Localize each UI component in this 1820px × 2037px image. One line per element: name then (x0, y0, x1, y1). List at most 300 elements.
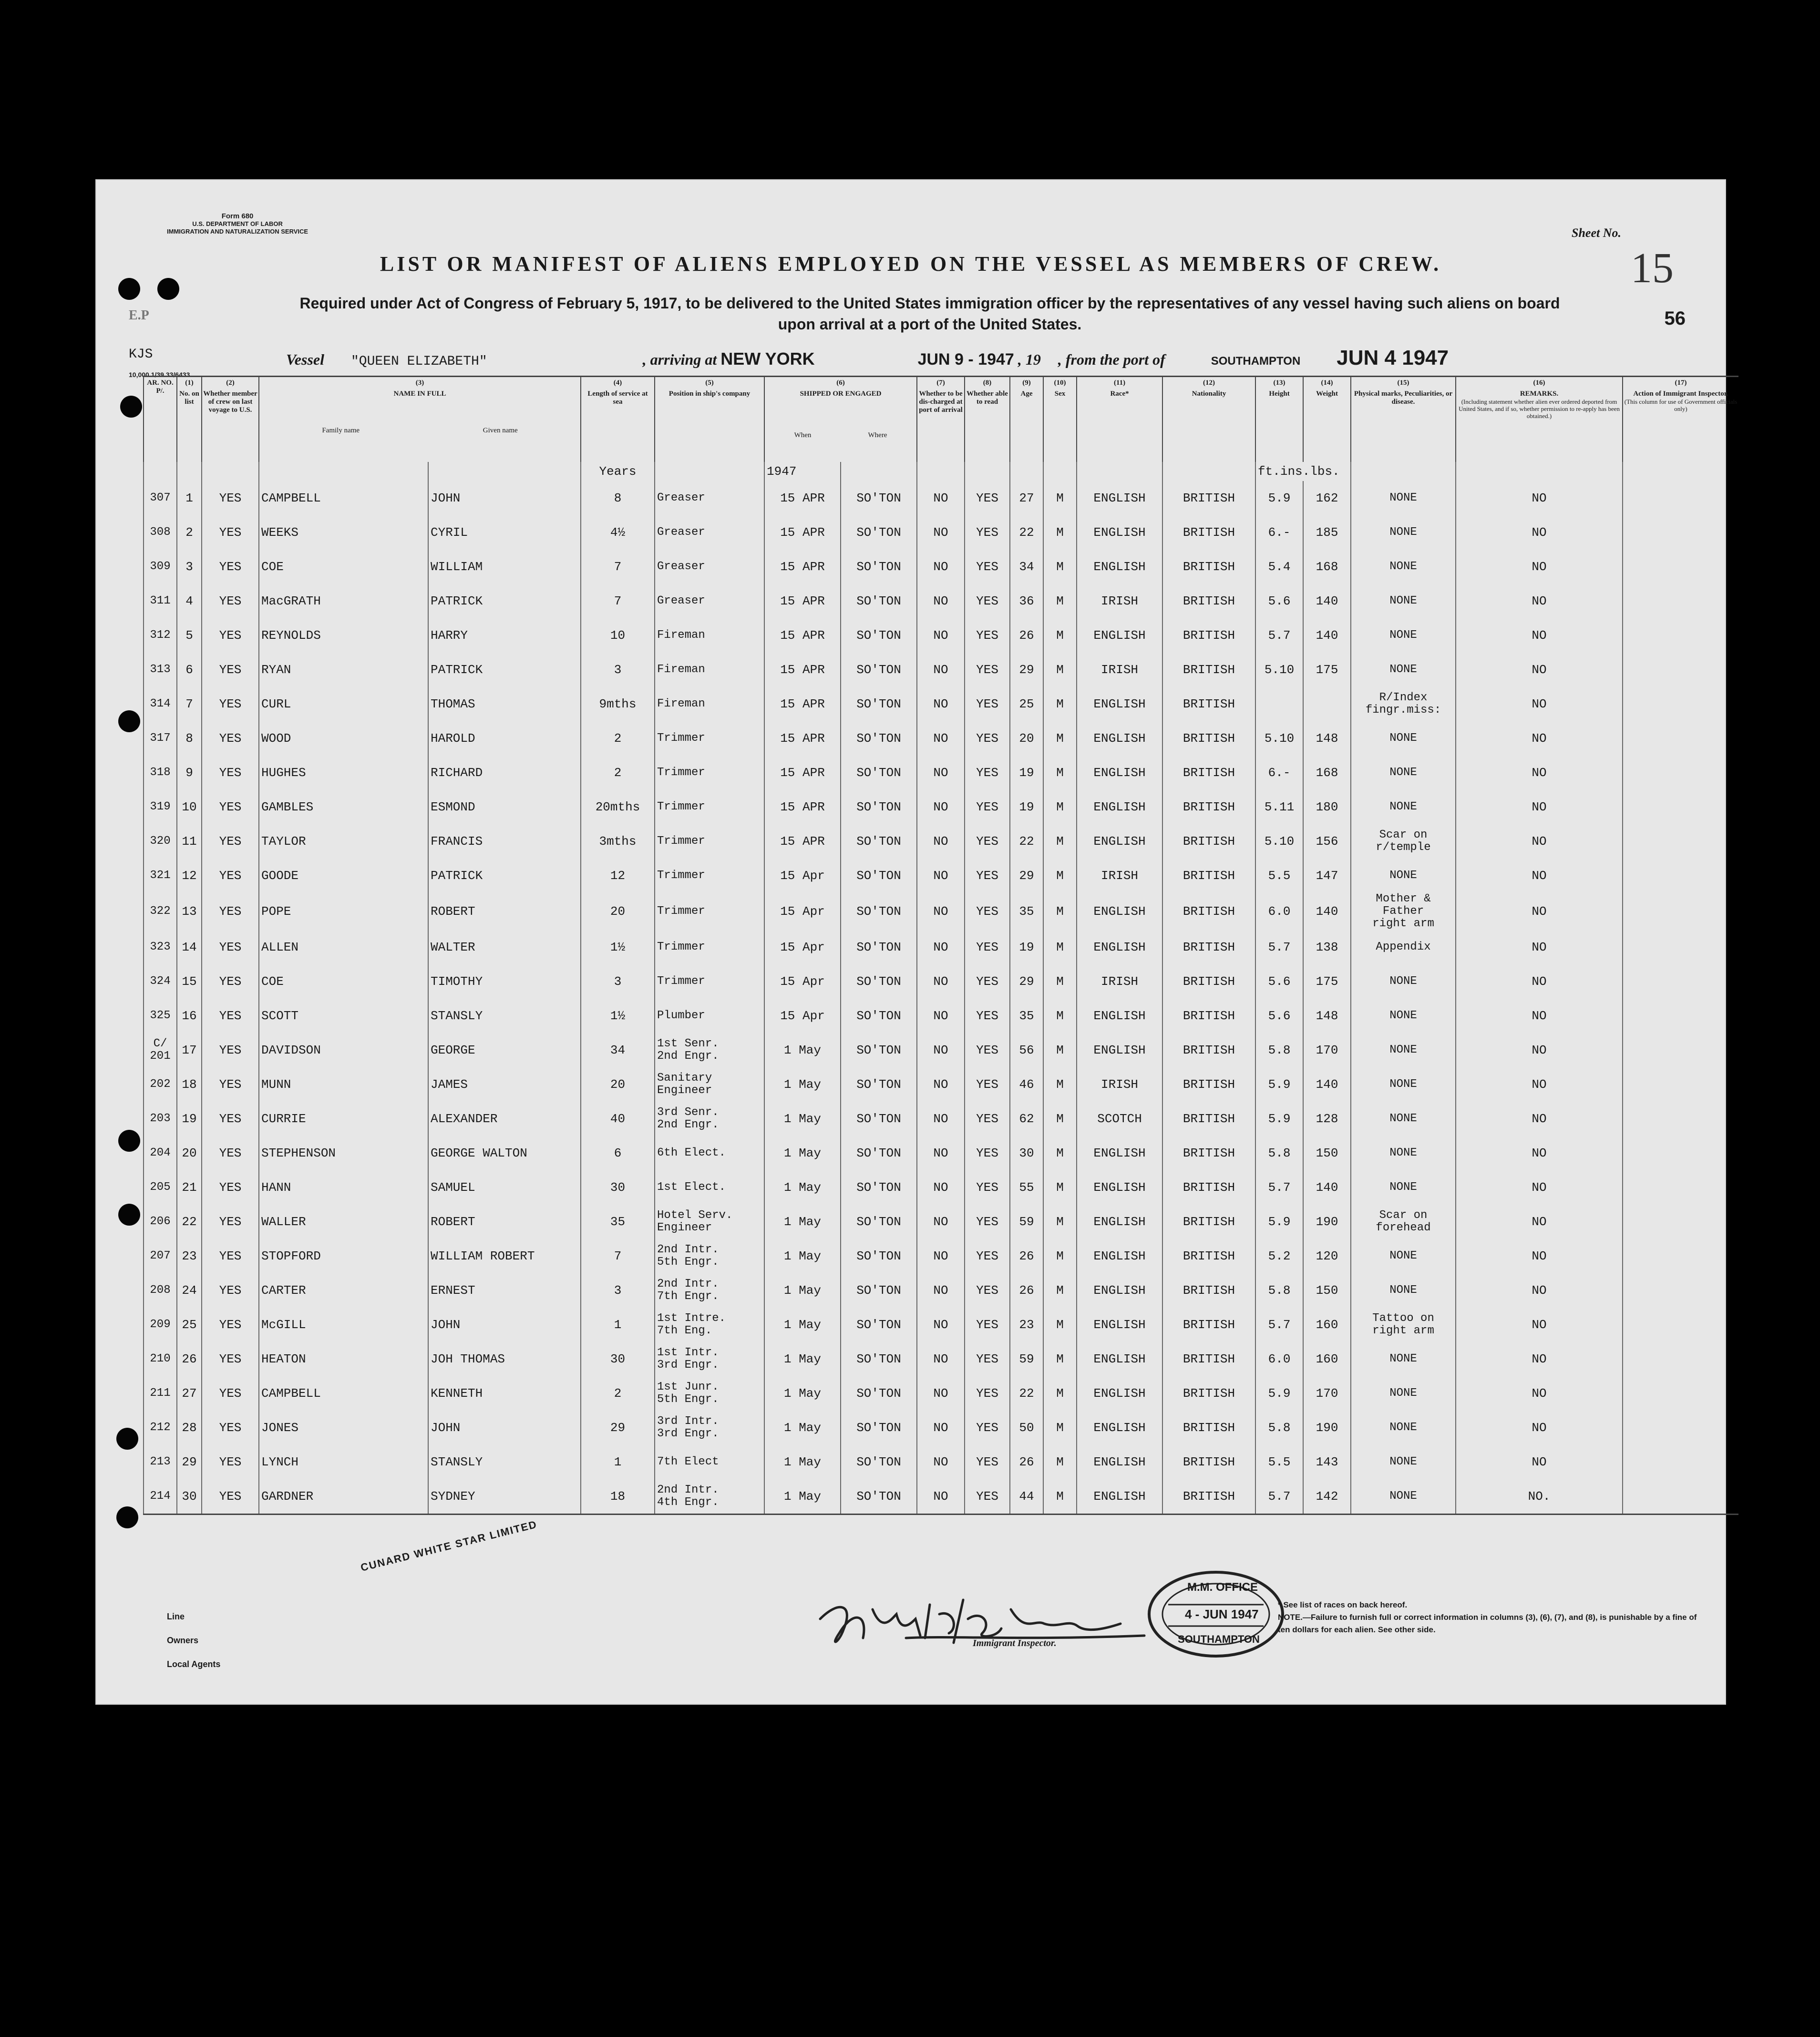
cell-shipped-where: SO'TON (841, 721, 917, 756)
cell-remarks: NO (1456, 550, 1623, 584)
cell-shipped-where: SO'TON (841, 1205, 917, 1239)
cell-shipped-when: 15 APR (764, 721, 841, 756)
cell-remarks: NO (1456, 618, 1623, 653)
cell-crew-last-voyage: YES (202, 1067, 259, 1102)
table-row (144, 999, 1738, 1033)
from-label: , from the port of (1058, 351, 1165, 368)
cell-inspector-action (1623, 687, 1738, 721)
cell-able-read: YES (965, 584, 1010, 618)
cell-race: ENGLISH (1077, 1239, 1162, 1273)
cell-weight: 140 (1303, 893, 1351, 930)
cell-able-read: YES (965, 1342, 1010, 1376)
cell-list-number: 24 (177, 1273, 202, 1308)
cell-given-name: THOMAS (428, 687, 581, 721)
cell-ar-number: 212 (144, 1411, 177, 1445)
service-name: IMMIGRATION AND NATURALIZATION SERVICE (167, 228, 308, 235)
cell-remarks: NO (1456, 515, 1623, 550)
cell-service-length: 3mths (581, 824, 655, 859)
cell-given-name: GEORGE (428, 1033, 581, 1067)
cell-remarks: NO (1456, 1205, 1623, 1239)
cell-crew-last-voyage: YES (202, 721, 259, 756)
cell-inspector-action (1623, 1102, 1738, 1136)
cell-service-length: 18 (581, 1479, 655, 1515)
cell-remarks: NO (1456, 721, 1623, 756)
year-label: , 19 (1018, 351, 1041, 368)
cell-inspector-action (1623, 1067, 1738, 1102)
cell-list-number: 6 (177, 653, 202, 687)
cell-given-name: HAROLD (428, 721, 581, 756)
cell-list-number: 7 (177, 687, 202, 721)
cell-remarks: NO (1456, 1273, 1623, 1308)
cell-ar-number: 324 (144, 964, 177, 999)
cell-shipped-where: SO'TON (841, 481, 917, 515)
cell-discharged: NO (917, 687, 965, 721)
cell-remarks: NO. (1456, 1479, 1623, 1515)
cell-remarks: NO (1456, 584, 1623, 618)
cell-nationality: BRITISH (1162, 515, 1255, 550)
cell-nationality: BRITISH (1162, 1411, 1255, 1445)
line-label: Line (167, 1612, 185, 1621)
cell-discharged: NO (917, 756, 965, 790)
cell-family-name: SCOTT (259, 999, 428, 1033)
cell-race: ENGLISH (1077, 999, 1162, 1033)
cell-family-name: DAVIDSON (259, 1033, 428, 1067)
cell-age: 62 (1010, 1102, 1043, 1136)
cell-sex: M (1043, 1205, 1077, 1239)
cell-weight: 160 (1303, 1308, 1351, 1342)
cell-discharged: NO (917, 790, 965, 824)
table-row (144, 1102, 1738, 1136)
cell-remarks: NO (1456, 790, 1623, 824)
cell-position: 1st Intr. 3rd Engr. (655, 1342, 764, 1376)
cell-able-read: YES (965, 1411, 1010, 1445)
cell-sex: M (1043, 1342, 1077, 1376)
col-family-name: Family name (322, 427, 360, 434)
cell-crew-last-voyage: YES (202, 1033, 259, 1067)
cell-family-name: REYNOLDS (259, 618, 428, 653)
cell-position: 1st Elect. (655, 1170, 764, 1205)
cell-family-name: WOOD (259, 721, 428, 756)
cell-given-name: JOHN (428, 1308, 581, 1342)
cell-able-read: YES (965, 1067, 1010, 1102)
cell-weight: 140 (1303, 1170, 1351, 1205)
manifest-body (144, 462, 1738, 1515)
cell-shipped-when: 15 APR (764, 687, 841, 721)
cell-ar-number: 210 (144, 1342, 177, 1376)
cell-list-number: 5 (177, 618, 202, 653)
cell-remarks: NO (1456, 1411, 1623, 1445)
table-row (144, 1067, 1738, 1102)
cell-nationality: BRITISH (1162, 930, 1255, 964)
cell-list-number: 23 (177, 1239, 202, 1273)
cell-height: 5.8 (1255, 1136, 1303, 1170)
cell-discharged: NO (917, 721, 965, 756)
cell-discharged: NO (917, 1273, 965, 1308)
cell-able-read: YES (965, 756, 1010, 790)
cell-position: Plumber (655, 999, 764, 1033)
cell-inspector-action (1623, 790, 1738, 824)
cell-position: Trimmer (655, 964, 764, 999)
cell-shipped-where: SO'TON (841, 964, 917, 999)
cell-crew-last-voyage: YES (202, 515, 259, 550)
cell-position: Greaser (655, 481, 764, 515)
table-row (144, 1376, 1738, 1411)
cell-family-name: HANN (259, 1170, 428, 1205)
cell-shipped-when: 15 Apr (764, 999, 841, 1033)
cell-crew-last-voyage: YES (202, 1239, 259, 1273)
cell-position: 2nd Intr. 4th Engr. (655, 1479, 764, 1515)
cell-position: 7th Elect (655, 1445, 764, 1479)
col-able-read: (8) Whether able to read (965, 377, 1010, 462)
cell-shipped-where: SO'TON (841, 653, 917, 687)
cell-shipped-where: SO'TON (841, 687, 917, 721)
cell-family-name: WEEKS (259, 515, 428, 550)
cell-race: IRISH (1077, 964, 1162, 999)
cell-race: ENGLISH (1077, 756, 1162, 790)
cell-position: Trimmer (655, 859, 764, 893)
table-row (144, 1136, 1738, 1170)
cell-service-length: 2 (581, 1376, 655, 1411)
cell-race: ENGLISH (1077, 1205, 1162, 1239)
cell-race: ENGLISH (1077, 618, 1162, 653)
cell-sex: M (1043, 1479, 1077, 1515)
cell-list-number: 21 (177, 1170, 202, 1205)
cell-race: ENGLISH (1077, 790, 1162, 824)
cell-crew-last-voyage: YES (202, 1102, 259, 1136)
cell-race: IRISH (1077, 653, 1162, 687)
cell-physical-marks: NONE (1351, 999, 1456, 1033)
cell-ar-number: 319 (144, 790, 177, 824)
cell-sex: M (1043, 859, 1077, 893)
cell-given-name: TIMOTHY (428, 964, 581, 999)
cell-able-read: YES (965, 653, 1010, 687)
cell-remarks: NO (1456, 930, 1623, 964)
cell-position: Trimmer (655, 824, 764, 859)
cell-able-read: YES (965, 824, 1010, 859)
table-row (144, 1170, 1738, 1205)
cell-shipped-when: 15 APR (764, 824, 841, 859)
race-note: * See list of races on back hereof. (1278, 1600, 1408, 1609)
cell-family-name: GAMBLES (259, 790, 428, 824)
cell-physical-marks: NONE (1351, 550, 1456, 584)
cell-shipped-when: 15 APR (764, 618, 841, 653)
cell-shipped-when: 1 May (764, 1136, 841, 1170)
cell-ar-number: 318 (144, 756, 177, 790)
cell-physical-marks: NONE (1351, 1445, 1456, 1479)
cell-sex: M (1043, 999, 1077, 1033)
cell-shipped-when: 1 May (764, 1033, 841, 1067)
cell-inspector-action (1623, 1411, 1738, 1445)
cell-service-length: 4½ (581, 515, 655, 550)
cell-remarks: NO (1456, 1239, 1623, 1273)
cell-nationality: BRITISH (1162, 1239, 1255, 1273)
cell-position: Fireman (655, 618, 764, 653)
cell-service-length: 3 (581, 1273, 655, 1308)
cell-physical-marks: NONE (1351, 1239, 1456, 1273)
cell-shipped-where: SO'TON (841, 790, 917, 824)
cell-discharged: NO (917, 964, 965, 999)
cell-age: 30 (1010, 1136, 1043, 1170)
cell-list-number: 26 (177, 1342, 202, 1376)
col-length-service: (4) Length of service at sea (581, 377, 655, 462)
cell-given-name: SAMUEL (428, 1170, 581, 1205)
cell-ar-number: 214 (144, 1479, 177, 1515)
cell-family-name: CURRIE (259, 1102, 428, 1136)
cell-able-read: YES (965, 1445, 1010, 1479)
table-row (144, 930, 1738, 964)
cell-service-length: 35 (581, 1205, 655, 1239)
cell-weight (1303, 687, 1351, 721)
cell-shipped-where: SO'TON (841, 618, 917, 653)
cell-nationality: BRITISH (1162, 687, 1255, 721)
cell-family-name: POPE (259, 893, 428, 930)
cell-discharged: NO (917, 1239, 965, 1273)
cell-sex: M (1043, 1170, 1077, 1205)
cell-race: ENGLISH (1077, 1033, 1162, 1067)
cell-able-read: YES (965, 721, 1010, 756)
footer-notes (1278, 1599, 1707, 1636)
cell-inspector-action (1623, 618, 1738, 653)
cell-inspector-action (1623, 721, 1738, 756)
cell-ar-number: 309 (144, 550, 177, 584)
cell-able-read: YES (965, 1479, 1010, 1515)
table-row (144, 618, 1738, 653)
cell-height: 5.8 (1255, 1273, 1303, 1308)
cell-weight: 180 (1303, 790, 1351, 824)
cell-remarks: NO (1456, 1102, 1623, 1136)
stamp-date: 4 - JUN 1947 (1185, 1607, 1259, 1621)
cell-age: 35 (1010, 999, 1043, 1033)
cell-remarks: NO (1456, 1376, 1623, 1411)
cell-shipped-when: 15 APR (764, 515, 841, 550)
col-crew-last-voyage: (2) Whether member of crew on last voyage to U.S. (202, 377, 259, 462)
cell-service-length: 7 (581, 1239, 655, 1273)
cell-sex: M (1043, 1273, 1077, 1308)
cell-service-length: 20mths (581, 790, 655, 824)
cell-ar-number: 207 (144, 1239, 177, 1273)
cell-shipped-where: SO'TON (841, 824, 917, 859)
cell-weight: 143 (1303, 1445, 1351, 1479)
cell-physical-marks: NONE (1351, 790, 1456, 824)
sheet-number: 15 (1631, 245, 1674, 292)
cell-physical-marks: NONE (1351, 481, 1456, 515)
cell-discharged: NO (917, 1445, 965, 1479)
col-name-in-full: (3) NAME IN FULL Family name Given name (259, 377, 581, 462)
cell-race: ENGLISH (1077, 1273, 1162, 1308)
page-title: LIST OR MANIFEST OF ALIENS EMPLOYED ON THE VESSEL AS MEMBERS OF CREW. (380, 252, 1442, 276)
table-row (144, 721, 1738, 756)
cell-list-number: 28 (177, 1411, 202, 1445)
cell-remarks: NO (1456, 1067, 1623, 1102)
col-height: (13) Height (1255, 377, 1303, 462)
cell-crew-last-voyage: YES (202, 1205, 259, 1239)
cell-service-length: 30 (581, 1170, 655, 1205)
cell-height: 5.9 (1255, 1067, 1303, 1102)
cell-list-number: 14 (177, 930, 202, 964)
manifest-sheet (95, 179, 1738, 1705)
punch-hole-icon (118, 278, 140, 300)
cell-family-name: WALLER (259, 1205, 428, 1239)
col-weight: (14) Weight (1303, 377, 1351, 462)
cell-service-length: 9mths (581, 687, 655, 721)
departure-date-stamp: JUN 4 1947 (1337, 346, 1449, 369)
cell-crew-last-voyage: YES (202, 859, 259, 893)
cell-position: Greaser (655, 550, 764, 584)
remarks-note: (Including statement whether alien ever ordered deported from United States, and if so, whether permission to re-apply has been obtained.) (1459, 398, 1620, 420)
cell-shipped-when: 1 May (764, 1308, 841, 1342)
cell-sex: M (1043, 1445, 1077, 1479)
cell-nationality: BRITISH (1162, 1136, 1255, 1170)
cell-physical-marks: NONE (1351, 1411, 1456, 1445)
cell-nationality: BRITISH (1162, 721, 1255, 756)
cell-shipped-when: 15 APR (764, 481, 841, 515)
col-physical-marks: (15) Physical marks, Peculiarities, or disease. (1351, 377, 1456, 462)
cell-shipped-where: SO'TON (841, 1342, 917, 1376)
cell-height: 5.2 (1255, 1239, 1303, 1273)
cell-sex: M (1043, 930, 1077, 964)
cell-weight: 138 (1303, 930, 1351, 964)
cell-ar-number: 313 (144, 653, 177, 687)
cell-ar-number: 213 (144, 1445, 177, 1479)
cell-weight: 140 (1303, 618, 1351, 653)
cell-position: 1st Senr. 2nd Engr. (655, 1033, 764, 1067)
cell-shipped-where: SO'TON (841, 550, 917, 584)
cell-physical-marks: NONE (1351, 1067, 1456, 1102)
cell-able-read: YES (965, 999, 1010, 1033)
arriving-label: , arriving at (642, 351, 717, 368)
table-row (144, 481, 1738, 515)
col-nationality: (12) Nationality (1162, 377, 1255, 462)
cell-age: 19 (1010, 756, 1043, 790)
cell-sex: M (1043, 1411, 1077, 1445)
cell-remarks: NO (1456, 1136, 1623, 1170)
table-row (144, 687, 1738, 721)
table-row (144, 1411, 1738, 1445)
cell-given-name: JAMES (428, 1067, 581, 1102)
cell-able-read: YES (965, 1170, 1010, 1205)
cell-age: 22 (1010, 515, 1043, 550)
cell-weight: 148 (1303, 721, 1351, 756)
cell-discharged: NO (917, 653, 965, 687)
unit-year: 1947 (764, 462, 841, 481)
cell-nationality: BRITISH (1162, 1205, 1255, 1239)
form-identifier (167, 213, 308, 235)
cell-height: 5.10 (1255, 824, 1303, 859)
cell-nationality: BRITISH (1162, 1308, 1255, 1342)
cell-family-name: COE (259, 964, 428, 999)
cell-crew-last-voyage: YES (202, 1445, 259, 1479)
cell-position: 6th Elect. (655, 1136, 764, 1170)
cell-shipped-when: 15 APR (764, 584, 841, 618)
cell-weight: 170 (1303, 1033, 1351, 1067)
cell-crew-last-voyage: YES (202, 1273, 259, 1308)
cell-able-read: YES (965, 1239, 1010, 1273)
cell-age: 26 (1010, 1273, 1043, 1308)
cell-shipped-when: 1 May (764, 1411, 841, 1445)
arrival-date-stamp: JUN 9 - 1947 (917, 350, 1014, 369)
cell-able-read: YES (965, 964, 1010, 999)
arriving-port: NEW YORK (720, 349, 815, 369)
cell-inspector-action (1623, 1445, 1738, 1479)
cell-inspector-action (1623, 1033, 1738, 1067)
col-discharged: (7) Whether to be dis-charged at port of arrival (917, 377, 965, 462)
table-row (144, 1308, 1738, 1342)
cell-physical-marks: NONE (1351, 1376, 1456, 1411)
cell-service-length: 20 (581, 1067, 655, 1102)
cell-race: ENGLISH (1077, 1445, 1162, 1479)
cell-list-number: 30 (177, 1479, 202, 1515)
table-row (144, 1445, 1738, 1479)
cell-height: 5.4 (1255, 550, 1303, 584)
cell-discharged: NO (917, 550, 965, 584)
cell-given-name: WILLIAM ROBERT (428, 1239, 581, 1273)
cell-service-length: 20 (581, 893, 655, 930)
cell-ar-number: 204 (144, 1136, 177, 1170)
cell-remarks: NO (1456, 824, 1623, 859)
cell-discharged: NO (917, 1033, 965, 1067)
cell-crew-last-voyage: YES (202, 618, 259, 653)
sheet-label: Sheet No. (1572, 226, 1621, 240)
cell-service-length: 8 (581, 481, 655, 515)
cell-age: 55 (1010, 1170, 1043, 1205)
cell-sex: M (1043, 1136, 1077, 1170)
cell-nationality: BRITISH (1162, 964, 1255, 999)
cell-crew-last-voyage: YES (202, 964, 259, 999)
cell-physical-marks: NONE (1351, 1102, 1456, 1136)
cell-shipped-where: SO'TON (841, 1411, 917, 1445)
cell-height: 6.- (1255, 515, 1303, 550)
cell-position: Greaser (655, 515, 764, 550)
cell-family-name: TAYLOR (259, 824, 428, 859)
cell-service-length: 1 (581, 1308, 655, 1342)
cell-sex: M (1043, 1308, 1077, 1342)
vessel-name: "QUEEN ELIZABETH" (351, 354, 487, 369)
cell-service-length: 1 (581, 1445, 655, 1479)
cell-age: 26 (1010, 1445, 1043, 1479)
cell-height (1255, 687, 1303, 721)
cell-discharged: NO (917, 481, 965, 515)
table-row (144, 824, 1738, 859)
cell-discharged: NO (917, 859, 965, 893)
cell-inspector-action (1623, 964, 1738, 999)
cell-able-read: YES (965, 618, 1010, 653)
cell-age: 22 (1010, 1376, 1043, 1411)
cell-weight: 150 (1303, 1273, 1351, 1308)
cell-nationality: BRITISH (1162, 584, 1255, 618)
cell-shipped-when: 15 Apr (764, 893, 841, 930)
cell-able-read: YES (965, 1273, 1010, 1308)
cell-discharged: NO (917, 1411, 965, 1445)
cell-height: 5.9 (1255, 1102, 1303, 1136)
cell-age: 44 (1010, 1479, 1043, 1515)
cell-remarks: NO (1456, 653, 1623, 687)
cell-nationality: BRITISH (1162, 1033, 1255, 1067)
cell-shipped-where: SO'TON (841, 1067, 917, 1102)
cell-service-length: 6 (581, 1136, 655, 1170)
cell-age: 29 (1010, 859, 1043, 893)
cell-position: Trimmer (655, 756, 764, 790)
cell-list-number: 27 (177, 1376, 202, 1411)
cell-service-length: 7 (581, 584, 655, 618)
cell-shipped-where: SO'TON (841, 1479, 917, 1515)
cell-ar-number: 311 (144, 584, 177, 618)
cell-race: ENGLISH (1077, 1136, 1162, 1170)
cell-family-name: CURL (259, 687, 428, 721)
col-race: (11) Race* (1077, 377, 1162, 462)
cell-remarks: NO (1456, 1170, 1623, 1205)
cell-family-name: STEPHENSON (259, 1136, 428, 1170)
cell-nationality: BRITISH (1162, 1102, 1255, 1136)
